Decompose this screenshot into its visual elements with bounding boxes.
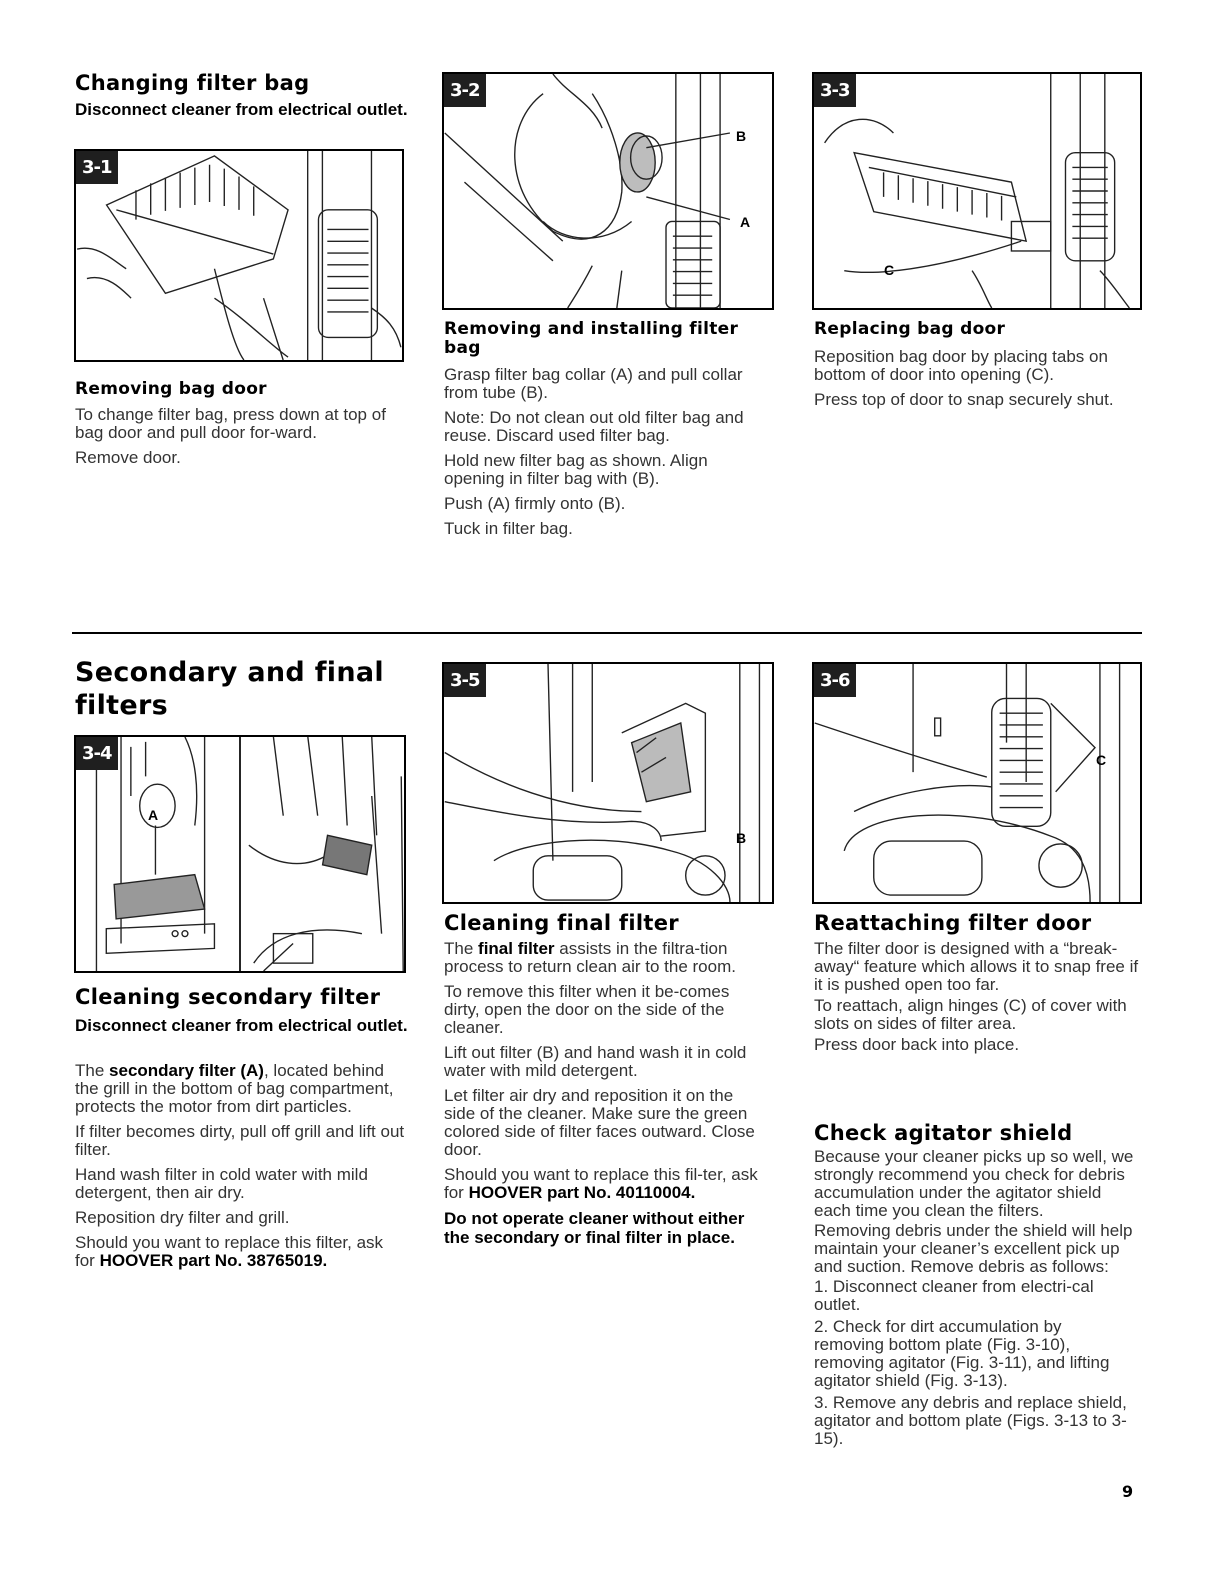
figure-3-4-callout-a: A [148,807,159,823]
final-p5-pre: Should you want to replace this fil-ter, ask for [444,1165,758,1202]
figure-3-2 [442,72,774,310]
figure-3-4 [74,735,406,973]
final-p1-bold: final filter [478,939,555,958]
removing-door-p2: Remove door. [75,448,181,467]
final-p5 [444,1166,769,1202]
secondary-p2: If filter becomes dirty, pull off grill and lift out filter. [75,1122,405,1159]
figure-3-4-illustration [76,737,404,971]
final-filter-text [444,940,769,1247]
final-p1-post: assists in the filtra-tion process to return clean air to the room. [444,939,736,976]
figure-3-2-callout-b: B [736,128,747,144]
secondary-p3: Hand wash filter in cold water with mild detergent, then air dry. [75,1165,368,1202]
figure-3-1-illustration [76,151,402,360]
secondary-part-number: HOOVER part No. 38765019. [99,1251,328,1270]
figure-3-2-callout-a: A [740,214,751,230]
figure-3-3-callout-c: C [884,262,895,278]
agitator-step-3: 3. Remove any debris and replace shield, agitator and bottom plate (Figs. 3-13 to 3-15). [814,1393,1127,1448]
secondary-disconnect: Disconnect cleaner from electrical outlet. [75,1016,408,1035]
section-title-changing-filter-bag: Changing filter bag [75,71,310,95]
secondary-p5-pre: Should you want to replace this filter, ask for [75,1233,384,1270]
reattach-p3: Press door back into place. [814,1035,1020,1054]
heading-check-agitator-shield: Check agitator shield [814,1121,1073,1145]
reattach-text [814,940,1139,1061]
figure-3-6-label: 3-6 [814,664,856,697]
section-divider [72,632,1142,634]
final-part-number: HOOVER part No. 40110004. [468,1183,696,1202]
heading-cleaning-final-filter: Cleaning final filter [444,911,679,935]
secondary-p1 [75,1062,405,1116]
final-p1 [444,940,769,976]
agitator-step-1: 1. Disconnect cleaner from electri-cal outlet. [814,1277,1094,1314]
replacing-door-p1: Reposition bag door by placing tabs on bottom of door into opening (C). [814,347,1108,384]
secondary-p1-pre: The [75,1061,110,1080]
figure-3-3-illustration [814,74,1140,308]
agitator-p2: Removing debris under the shield will help maintain your cleaner’s excellent pick up and suction. Remove debris as follows: [814,1221,1133,1276]
heading-cleaning-secondary-filter: Cleaning secondary filter [75,985,381,1009]
disconnect-instruction: Disconnect cleaner from electrical outlet. [75,100,408,119]
installing-bag-p2: Note: Do not clean out old filter bag and reuse. Discard used filter bag. [444,408,744,445]
figure-3-1-label: 3-1 [76,151,118,184]
heading-replacing-bag-door: Replacing bag door [814,319,1006,339]
final-p4: Let filter air dry and reposition it on the side of the cleaner. Make sure the green colored side of filter faces outward. Close door. [444,1086,755,1159]
reattach-p2: To reattach, align hinges (C) of cover with slots on sides of filter area. [814,996,1127,1033]
installing-bag-p3: Hold new filter bag as shown. Align opening in filter bag with (B). [444,451,708,488]
final-p1-pre: The [444,939,479,958]
removing-door-p1: To change filter bag, press down at top of bag door and pull door for-ward. [75,405,386,442]
secondary-p4: Reposition dry filter and grill. [75,1208,290,1227]
heading-removing-bag-door: Removing bag door [75,379,267,399]
final-p3: Lift out filter (B) and hand wash it in cold water with mild detergent. [444,1043,747,1080]
secondary-p1-bold: secondary filter (A) [109,1061,264,1080]
heading-removing-installing-filter-bag: Removing and installing filter bag [444,319,739,358]
removing-bag-door-text [75,406,400,474]
agitator-p1: Because your cleaner picks up so well, we strongly recommend you check for debris accumulation under the agitator shield each time you clean the filters. [814,1147,1134,1220]
final-p2: To remove this filter when it be-comes dirty, open the door on the side of the cleaner. [444,982,730,1037]
figure-3-5-label: 3-5 [444,664,486,697]
figure-3-6 [812,662,1142,904]
replacing-door-p2: Press top of door to snap securely shut. [814,390,1114,409]
secondary-p1-post: , located behind the grill in the bottom of bag compartment, protects the motor from dirt particles. [75,1061,394,1116]
figure-3-2-label: 3-2 [444,74,486,107]
agitator-step-2: 2. Check for dirt accumulation by removing bottom plate (Fig. 3-10), removing agitator (Fig. 3-11), and lifting agitator shield (Fig. 3-13). [814,1317,1110,1390]
replacing-door-text [814,348,1134,416]
secondary-filter-text [75,1062,405,1277]
reattach-p1: The filter door is designed with a “break-away“ feature which allows it to snap free if it is pushed open too far. [814,939,1139,994]
page-number: 9 [1122,1482,1134,1501]
installing-bag-text [444,366,764,545]
secondary-p5 [75,1234,405,1270]
installing-bag-p4: Push (A) firmly onto (B). [444,494,626,513]
agitator-text [814,1148,1134,1455]
installing-bag-p5: Tuck in filter bag. [444,519,573,538]
section-title-secondary-final-filters: Secondary and final filters [75,657,384,721]
figure-3-6-illustration [814,664,1140,902]
figure-3-1 [74,149,404,362]
figure-3-3 [812,72,1142,310]
heading-reattaching-filter-door: Reattaching filter door [814,911,1092,935]
final-filter-warning: Do not operate cleaner without either the secondary or final filter in place. [444,1209,745,1247]
figure-3-6-callout-c: C [1096,752,1107,768]
figure-3-5-callout-b: B [736,830,747,846]
figure-3-5 [442,662,774,904]
installing-bag-p1: Grasp filter bag collar (A) and pull collar from tube (B). [444,365,743,402]
figure-3-4-label: 3-4 [76,737,118,770]
figure-3-3-label: 3-3 [814,74,856,107]
figure-3-5-illustration [444,664,772,902]
figure-3-2-illustration [444,74,772,308]
